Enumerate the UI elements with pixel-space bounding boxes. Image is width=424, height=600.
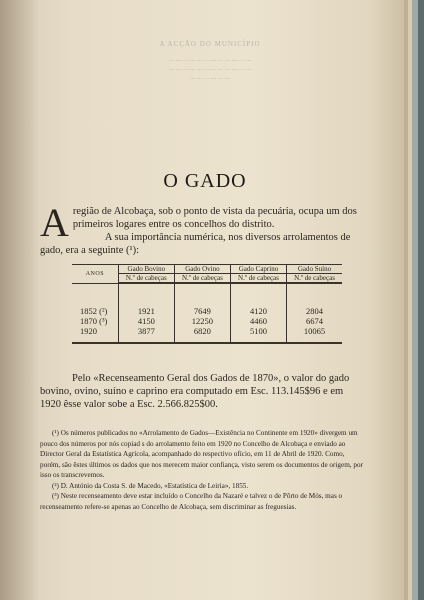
- column-header-caprino: Gado Caprino: [230, 265, 286, 274]
- footnotes: [40, 428, 366, 512]
- column-header-anos: ANOS: [72, 265, 118, 284]
- row-year: 1852 (²): [80, 305, 108, 316]
- column-header-suino: Gado Suíno: [287, 265, 342, 274]
- subheader-cabecas: N.º de cabeças: [174, 274, 230, 284]
- drop-cap: A: [40, 200, 69, 245]
- cell-value: 6674: [287, 316, 342, 326]
- table-row: [72, 326, 342, 343]
- row-year: 1870 (³): [80, 316, 108, 326]
- cell-value: 3877: [118, 326, 174, 343]
- book-cover-edge: [418, 0, 424, 600]
- cell-value: 6820: [174, 326, 230, 343]
- valuation-paragraph: Pelo «Recenseamento Geral dos Gados de 1870», o valor do gado bovino, ovino, suíno e caprino era computado em Esc. 113.145$96 e em 1920 êsse valor sobe a Esc. 2.566.825$00.: [40, 373, 350, 410]
- intro-paragraph: [40, 200, 360, 257]
- bleed-line: ... ... ... ... ... ...: [189, 73, 231, 81]
- row-year: 1920: [72, 326, 118, 343]
- intro-sentence-1: região de Alcobaça, sob o ponto de vista da pecuária, ocupa um dos primeiros logares entre os concelhos do distrito.: [72, 206, 357, 230]
- footnote-2: (²) D. António da Costa S. de Macedo, «Estatística de Leiria», 1855.: [52, 481, 249, 490]
- gutter-shadow: [0, 0, 40, 600]
- table-row: [72, 316, 342, 326]
- subheader-cabecas: N.º de cabeças: [230, 274, 286, 284]
- column-header-bovino: Gado Bovino: [118, 265, 174, 274]
- cell-value: 12250: [174, 316, 230, 326]
- livestock-table: [72, 264, 342, 344]
- chapter-title: O GADO: [163, 170, 247, 192]
- cell-value: 4460: [230, 316, 286, 326]
- cell-value: 7649: [174, 283, 230, 316]
- cell-value: 4150: [118, 316, 174, 326]
- subheader-cabecas: N.º de cabeças: [287, 274, 342, 284]
- footnote-1: (¹) Os números publicados no «Arrolamento de Gados—Existência no Continente em 1920» divergem um pouco dos números por nós copiad s do arrolamento feito em 1920 no Concelho de Alcobaça e enviado ao Director Geral da Estatística Agrícola, acompanhado do respectivo ofício, em 11 de Abril de 1920. Como, porém, são êstes últimos os dados que nos merecem maior confiança, visto serem os documentos de origem, por isso os transcrevemos.: [40, 429, 363, 479]
- footnote-3: (³) Neste recenseamento deve estar incluído o Concelho da Nazaré e talvez o de Pôrto de Mós, mas o recenseamento refere-se apenas ao Concelho de Alcobaça, sem discriminar as freguesias.: [40, 492, 343, 511]
- subheader-cabecas: N.º de cabeças: [118, 274, 174, 284]
- bleed-line: ... ... ... ... ... ... ... ... ... ... ... ...: [168, 55, 252, 63]
- table-row: [72, 283, 342, 316]
- intro-sentence-2: A sua importância numérica, nos diversos arrolamentos de gado, era a seguinte (¹):: [40, 232, 351, 256]
- cell-value: 2804: [287, 283, 342, 316]
- bleed-line: ... ... ... ... ... ... ... ... ... ... ... ...: [168, 64, 252, 72]
- cell-value: 1921: [118, 283, 174, 316]
- cell-value: 4120: [230, 283, 286, 316]
- bleed-title: A ACÇÃO DO MUNICÍPIO: [159, 40, 261, 48]
- cell-value: 10065: [287, 326, 342, 343]
- column-header-ovino: Gado Ovino: [174, 265, 230, 274]
- cell-value: 5100: [230, 326, 286, 343]
- bleed-through-text: [60, 40, 360, 82]
